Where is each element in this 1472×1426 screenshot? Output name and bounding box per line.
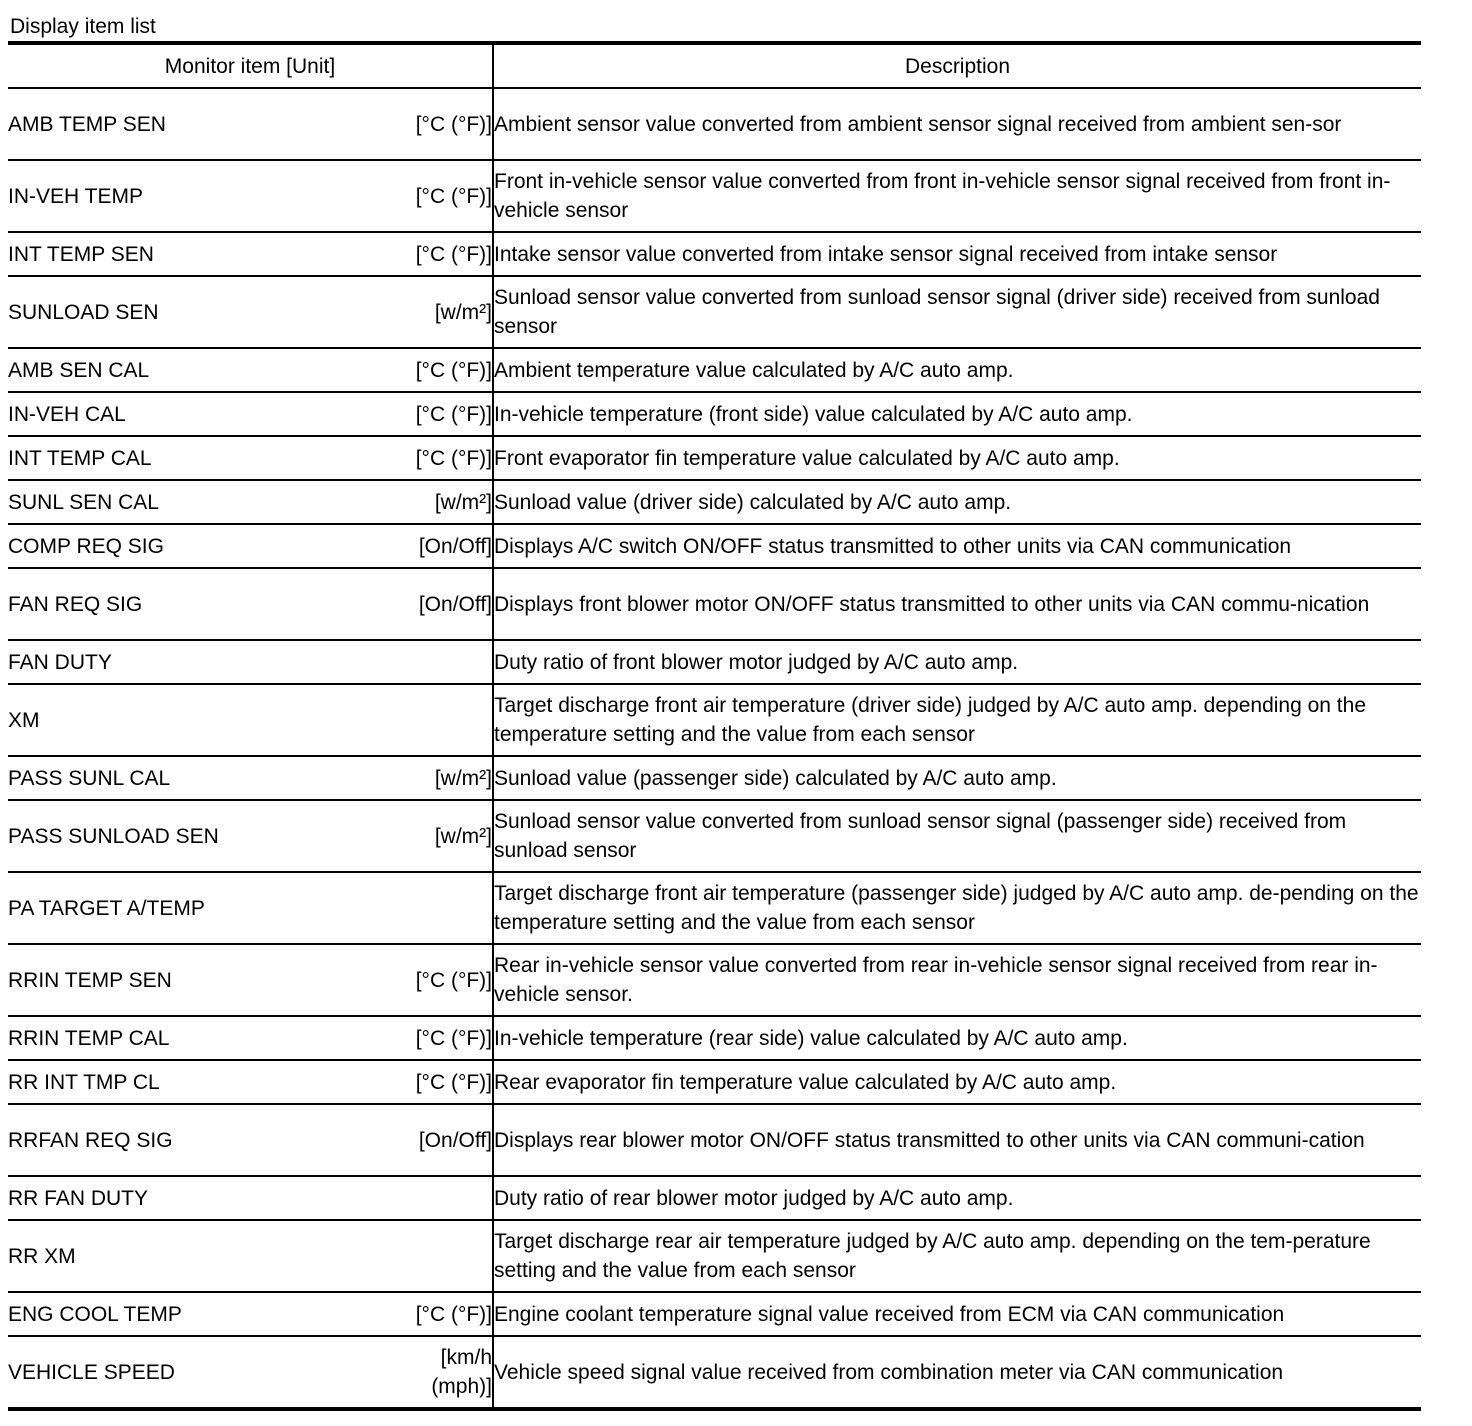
monitor-item-cell bbox=[8, 756, 493, 800]
monitor-item-name: RRFAN REQ SIG bbox=[8, 1128, 173, 1152]
monitor-item-cell bbox=[8, 800, 493, 872]
table-row bbox=[8, 1220, 1421, 1292]
table-row bbox=[8, 276, 1421, 348]
monitor-item-unit: [w/m²] bbox=[434, 490, 492, 514]
monitor-item-unit: [km/h (mph)] bbox=[431, 1346, 492, 1398]
monitor-item-cell bbox=[8, 524, 493, 568]
description-cell: Duty ratio of front blower motor judged by A/C auto amp. bbox=[493, 640, 1421, 684]
monitor-item-cell bbox=[8, 480, 493, 524]
monitor-item-cell bbox=[8, 232, 493, 276]
table-row bbox=[8, 1060, 1421, 1104]
monitor-item-name: ENG COOL TEMP bbox=[8, 1302, 182, 1326]
monitor-item-cell bbox=[8, 1104, 493, 1176]
description-cell: Front evaporator fin temperature value calculated by A/C auto amp. bbox=[493, 436, 1421, 480]
monitor-item-cell bbox=[8, 1176, 493, 1220]
monitor-item-name: COMP REQ SIG bbox=[8, 534, 164, 558]
table-row bbox=[8, 684, 1421, 756]
description-cell: Rear evaporator fin temperature value calculated by A/C auto amp. bbox=[493, 1060, 1421, 1104]
monitor-item-unit: [°C (°F)] bbox=[415, 1026, 492, 1050]
monitor-item-unit: [°C (°F)] bbox=[415, 242, 492, 266]
monitor-item-name: INT TEMP CAL bbox=[8, 446, 152, 470]
display-item-table bbox=[8, 41, 1421, 1411]
description-cell: Displays A/C switch ON/OFF status transmitted to other units via CAN communication bbox=[493, 524, 1421, 568]
monitor-item-unit: [°C (°F)] bbox=[415, 112, 492, 136]
monitor-item-name: RRIN TEMP CAL bbox=[8, 1026, 170, 1050]
table-row bbox=[8, 944, 1421, 1016]
table-row bbox=[8, 1292, 1421, 1336]
table-row bbox=[8, 1336, 1421, 1409]
description-cell: Sunload sensor value converted from sunload sensor signal (driver side) received from sunload sensor bbox=[493, 276, 1421, 348]
monitor-item-unit: [w/m²] bbox=[434, 766, 492, 790]
description-cell: Vehicle speed signal value received from combination meter via CAN communication bbox=[494, 1360, 1284, 1384]
monitor-item-name: PASS SUNLOAD SEN bbox=[8, 824, 219, 848]
monitor-item-cell bbox=[8, 872, 493, 944]
description-cell: Sunload value (passenger side) calculated by A/C auto amp. bbox=[493, 756, 1421, 800]
table-row bbox=[8, 232, 1421, 276]
monitor-item-name: INT TEMP SEN bbox=[8, 242, 154, 266]
monitor-item-unit: [°C (°F)] bbox=[415, 184, 492, 208]
description-cell: Intake sensor value converted from intake sensor signal received from intake sensor bbox=[493, 232, 1421, 276]
monitor-item-unit: [°C (°F)] bbox=[415, 968, 492, 992]
monitor-item-name: IN-VEH CAL bbox=[8, 402, 126, 426]
monitor-item-unit: [w/m²] bbox=[434, 300, 492, 324]
monitor-item-cell bbox=[8, 1016, 493, 1060]
monitor-item-cell bbox=[8, 88, 493, 160]
monitor-item-unit: [°C (°F)] bbox=[415, 402, 492, 426]
monitor-item-unit: [On/Off] bbox=[418, 534, 492, 558]
table-row bbox=[8, 1016, 1421, 1060]
table-row bbox=[8, 1104, 1421, 1176]
description-cell: In-vehicle temperature (rear side) value calculated by A/C auto amp. bbox=[493, 1016, 1421, 1060]
table-row bbox=[8, 88, 1421, 160]
table-row bbox=[8, 348, 1421, 392]
description-cell: Displays front blower motor ON/OFF status transmitted to other units via CAN commu-nication bbox=[493, 568, 1421, 640]
monitor-item-unit: [°C (°F)] bbox=[415, 1070, 492, 1094]
description-cell: Ambient sensor value converted from ambient sensor signal received from ambient sen-sor bbox=[493, 88, 1421, 160]
monitor-item-name: XM bbox=[8, 708, 40, 732]
description-cell: Front in-vehicle sensor value converted from front in-vehicle sensor signal received from front in-vehicle sensor bbox=[493, 160, 1421, 232]
monitor-item-unit: [°C (°F)] bbox=[415, 446, 492, 470]
monitor-item-unit: [On/Off] bbox=[418, 1128, 492, 1152]
monitor-item-name: PASS SUNL CAL bbox=[8, 766, 171, 790]
monitor-item-cell bbox=[8, 1220, 493, 1292]
monitor-item-unit: [On/Off] bbox=[418, 592, 492, 616]
monitor-item-cell bbox=[8, 392, 493, 436]
monitor-item-name: IN-VEH TEMP bbox=[8, 184, 143, 208]
table-row bbox=[8, 160, 1421, 232]
description-cell: Target discharge rear air temperature judged by A/C auto amp. depending on the tem-perature setting and the value from each sensor bbox=[493, 1220, 1421, 1292]
monitor-item-name: RR FAN DUTY bbox=[8, 1186, 149, 1210]
table-row bbox=[8, 1176, 1421, 1220]
monitor-item-name: FAN DUTY bbox=[8, 650, 112, 674]
monitor-item-name: AMB TEMP SEN bbox=[8, 112, 166, 136]
monitor-item-name: SUNLOAD SEN bbox=[8, 300, 159, 324]
monitor-item-cell bbox=[8, 348, 493, 392]
table-row bbox=[8, 800, 1421, 872]
table-row bbox=[8, 392, 1421, 436]
monitor-item-cell bbox=[8, 684, 493, 756]
description-cell: Displays rear blower motor ON/OFF status transmitted to other units via CAN communi-cation bbox=[493, 1104, 1421, 1176]
monitor-item-unit: [w/m²] bbox=[434, 824, 492, 848]
description-cell: In-vehicle temperature (front side) value calculated by A/C auto amp. bbox=[493, 392, 1421, 436]
monitor-item-cell bbox=[8, 276, 493, 348]
monitor-item-cell bbox=[8, 568, 493, 640]
table-caption: Display item list bbox=[10, 15, 156, 38]
monitor-item-cell bbox=[8, 1060, 493, 1104]
monitor-item-cell bbox=[8, 436, 493, 480]
monitor-item-name: FAN REQ SIG bbox=[8, 592, 143, 616]
description-cell: Sunload value (driver side) calculated by A/C auto amp. bbox=[493, 480, 1421, 524]
description-cell: Ambient temperature value calculated by A/C auto amp. bbox=[493, 348, 1421, 392]
description-cell: Target discharge front air temperature (passenger side) judged by A/C auto amp. de-pending on the temperature setting and the value from each sensor bbox=[493, 872, 1421, 944]
description-cell: Engine coolant temperature signal value received from ECM via CAN communication bbox=[493, 1292, 1421, 1336]
monitor-item-cell bbox=[8, 160, 493, 232]
table-row bbox=[8, 436, 1421, 480]
monitor-item-name: PA TARGET A/TEMP bbox=[8, 896, 205, 920]
monitor-item-header: Monitor item [Unit] bbox=[8, 43, 493, 88]
table-row bbox=[8, 872, 1421, 944]
table-row bbox=[8, 524, 1421, 568]
monitor-item-name: AMB SEN CAL bbox=[8, 358, 150, 382]
table-row bbox=[8, 640, 1421, 684]
monitor-item-cell bbox=[8, 640, 493, 684]
monitor-item-cell bbox=[8, 1292, 493, 1336]
monitor-item-name: VEHICLE SPEED bbox=[8, 1360, 175, 1384]
monitor-item-cell bbox=[8, 1336, 493, 1409]
monitor-item-unit: [°C (°F)] bbox=[415, 1302, 492, 1326]
table-body bbox=[8, 88, 1421, 1409]
table-header-row bbox=[8, 43, 1421, 88]
table-row bbox=[8, 756, 1421, 800]
description-cell: Target discharge front air temperature (driver side) judged by A/C auto amp. depending on the temperature setting and the value from each sensor bbox=[493, 684, 1421, 756]
description-header: Description bbox=[493, 43, 1421, 88]
table-row bbox=[8, 480, 1421, 524]
monitor-item-cell bbox=[8, 944, 493, 1016]
description-cell: Duty ratio of rear blower motor judged by A/C auto amp. bbox=[493, 1176, 1421, 1220]
description-cell: Rear in-vehicle sensor value converted from rear in-vehicle sensor signal received from rear in-vehicle sensor. bbox=[493, 944, 1421, 1016]
monitor-item-name: SUNL SEN CAL bbox=[8, 490, 159, 514]
monitor-item-name: RR INT TMP CL bbox=[8, 1070, 160, 1094]
monitor-item-unit: [°C (°F)] bbox=[415, 358, 492, 382]
monitor-item-name: RR XM bbox=[8, 1244, 76, 1268]
table-row bbox=[8, 568, 1421, 640]
description-cell: Sunload sensor value converted from sunload sensor signal (passenger side) received from sunload sensor bbox=[493, 800, 1421, 872]
monitor-item-name: RRIN TEMP SEN bbox=[8, 968, 172, 992]
